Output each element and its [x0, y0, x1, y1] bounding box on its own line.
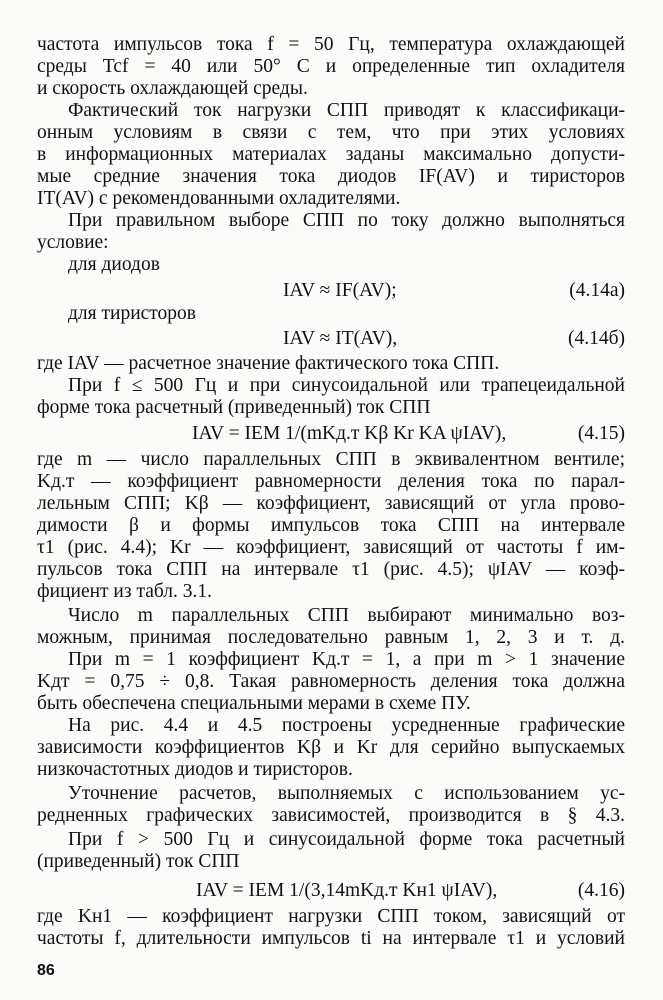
text-line: мые средние значения тока диодов IF(AV) и тиристоров	[37, 166, 625, 187]
text-line: зависимости коэффициентов Kβ и Kr для серийно выпускаемых	[37, 737, 625, 758]
text-line: лельным СПП; Kβ — коэффициент, зависящий от угла прово-	[37, 493, 625, 514]
text-line: фициент из табл. 3.1.	[37, 581, 213, 602]
text-line: где m — число параллельных СПП в эквивалентном вентиле;	[37, 449, 625, 470]
text-line: На рис. 4.4 и 4.5 построены усредненные графические	[68, 715, 625, 736]
equation-4-14b: IAV ≈ IT(AV),	[283, 328, 398, 349]
equation-4-15: IAV = IEM 1/(mKд.т Kβ Kr KA ψIAV),	[192, 423, 507, 444]
text-line: можным, принимая последовательно равным 1, 2, 3 и т. д.	[37, 627, 625, 648]
text-line: τ1 (рис. 4.4); Kr — коэффициент, зависящий от частоты f им-	[37, 537, 625, 558]
text-line: и скорость охлаждающей среды.	[37, 78, 308, 99]
text-line: Kд.т — коэффициент равномерности деления тока по парал-	[37, 471, 625, 492]
page-number: 86	[37, 962, 55, 979]
text-line: частота импульсов тока f = 50 Гц, температура охлаждающей	[37, 34, 625, 55]
equation-4-16: IAV = IEM 1/(3,14mKд.т Kн1 ψIAV),	[196, 880, 498, 901]
text-line: частоты f, длительности импульсов ti на интервале τ1 и условий	[37, 928, 625, 949]
text-line: При f ≤ 500 Гц и при синусоидальной или трапецеидальной	[68, 375, 625, 396]
text-line: в информационных материалах заданы максимально допусти-	[37, 144, 625, 165]
equation-number: (4.15)	[577, 423, 625, 444]
text-line: IT(AV) с рекомендованными охладителями.	[37, 188, 401, 209]
text-line: низкочастотных диодов и тиристоров.	[37, 759, 353, 780]
text-line: (приведенный) ток СПП	[37, 851, 240, 872]
text-line: При m = 1 коэффициент Kд.т = 1, а при m > 1 значение	[68, 649, 625, 670]
text-line: При правильном выборе СПП по току должно выполняться	[68, 210, 625, 231]
text-line: для тиристоров	[68, 303, 197, 324]
equation-number: (4.16)	[577, 880, 625, 901]
text-line: Фактический ток нагрузки СПП приводят к классификаци-	[68, 100, 625, 121]
text-line: где IAV — расчетное значение фактического тока СПП.	[37, 353, 500, 374]
text-line: быть обеспечена специальными мерами в схеме ПУ.	[37, 693, 471, 714]
text-line: где Kн1 — коэффициент нагрузки СПП током, зависящий от	[37, 906, 625, 927]
equation-number: (4.14а)	[569, 280, 625, 301]
text-line: димости β и формы импульсов тока СПП на интервале	[37, 515, 625, 536]
text-line: условие:	[37, 232, 109, 253]
text-line: онным условиям в связи с тем, что при этих условиях	[37, 122, 625, 143]
text-line: Kдт = 0,75 ÷ 0,8. Такая равномерность деления тока должна	[37, 671, 625, 692]
text-line: Уточнение расчетов, выполняемых с использованием ус-	[68, 783, 625, 804]
text-line: пульсов тока СПП на интервале τ1 (рис. 4.5); ψIAV — коэф-	[37, 559, 625, 580]
text-line: среды Tcf = 40 или 50° C и определенные тип охладителя	[37, 56, 625, 77]
text-line: При f > 500 Гц и синусоидальной форме тока расчетный	[68, 829, 625, 850]
text-line: форме тока расчетный (приведенный) ток СПП	[37, 397, 431, 418]
equation-4-14a: IAV ≈ IF(AV);	[283, 280, 397, 301]
equation-number: (4.14б)	[567, 328, 625, 349]
text-line: Число m параллельных СПП выбирают минимально воз-	[68, 605, 625, 626]
text-line: редненных графических зависимостей, производится в § 4.3.	[37, 805, 625, 826]
text-line: для диодов	[68, 254, 160, 275]
